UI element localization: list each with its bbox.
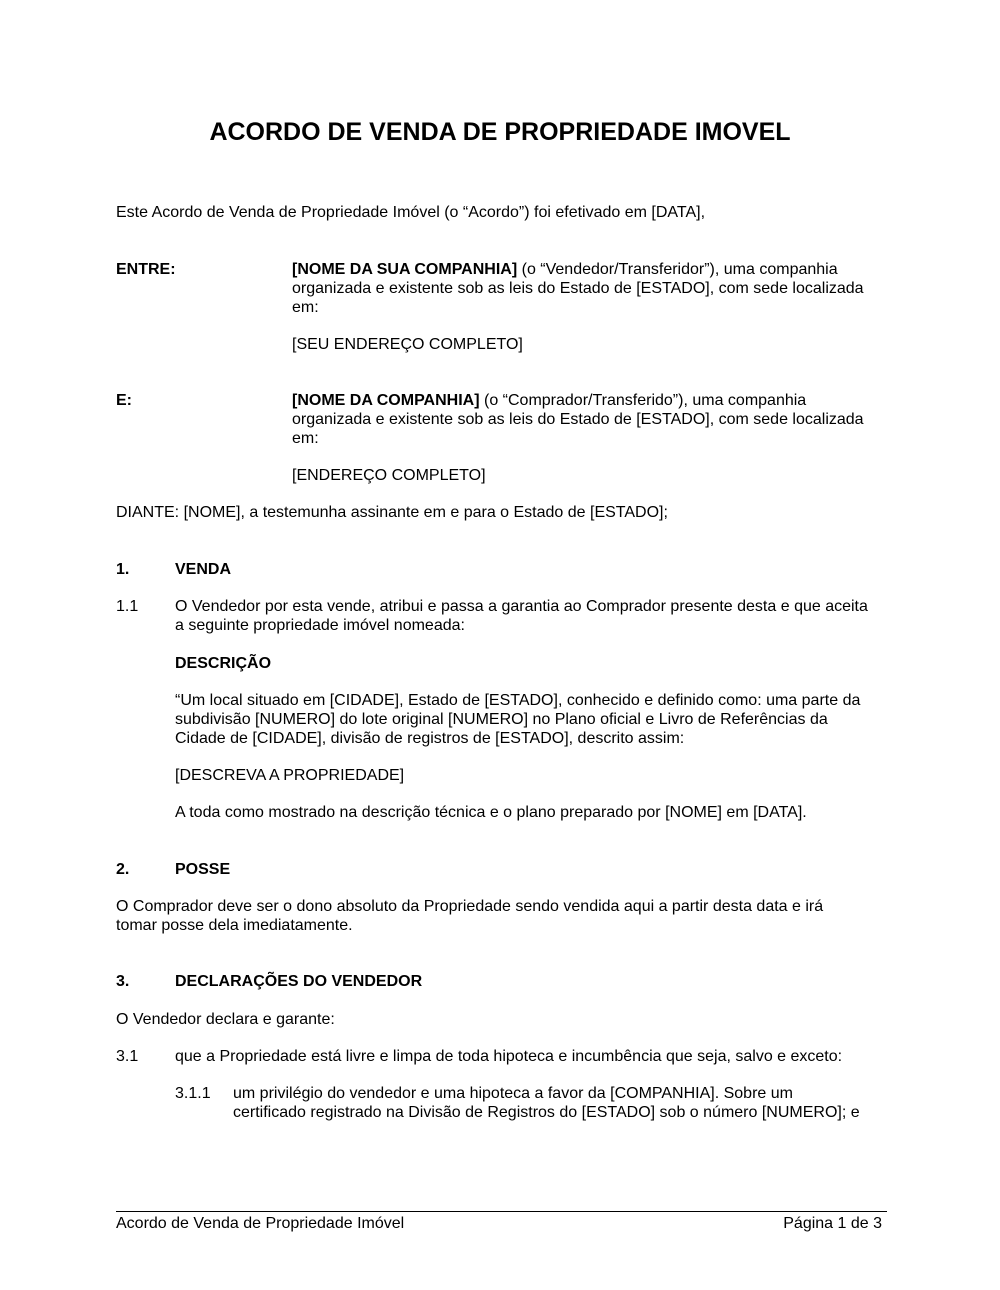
section3-number: 3.: [116, 973, 130, 990]
section3-heading: DECLARAÇÕES DO VENDEDOR: [175, 973, 423, 990]
description-quote-line1: “Um local situado em [CIDADE], Estado de [ESTADO], conhecido e definido como: uma parte da: [175, 692, 861, 709]
section1-heading: VENDA: [175, 561, 232, 578]
party2-desc-1: (o “Comprador/Transferido”), uma companhia: [479, 392, 807, 409]
party1-label: ENTRE:: [116, 261, 176, 278]
section3-intro: O Vendedor declara e garante:: [116, 1011, 335, 1028]
intro-paragraph: Este Acordo de Venda de Propriedade Imóvel (o “Acordo”) foi efetivado em [DATA],: [116, 204, 706, 221]
document-title: ACORDO DE VENDA DE PROPRIEDADE IMOVEL: [209, 118, 791, 146]
describe-property: [DESCREVA A PROPRIEDADE]: [175, 767, 405, 784]
clause-3-1-1-number: 3.1.1: [175, 1085, 211, 1102]
party1-line1: [292, 260, 838, 279]
footer-page-number: Página 1 de 3: [783, 1215, 882, 1232]
section1-number: 1.: [116, 561, 130, 578]
clause-3-1-1-line2: certificado registrado na Divisão de Registros do [ESTADO] sob o número [NUMERO]; e: [233, 1104, 860, 1121]
description-heading: DESCRIÇÃO: [175, 655, 272, 672]
party2-name: [NOME DA COMPANHIA]: [292, 392, 480, 409]
party2-desc-3: em:: [292, 430, 319, 447]
section2-heading: POSSE: [175, 861, 231, 878]
clause-3-1-1-line1: um privilégio do vendedor e uma hipoteca a favor da [COMPANHIA]. Sobre um: [233, 1085, 793, 1102]
party1-desc-3: em:: [292, 299, 319, 316]
party1-address: [SEU ENDEREÇO COMPLETO]: [292, 336, 523, 353]
party1-desc-2: organizada e existente sob as leis do Estado de [ESTADO], com sede localizada: [292, 280, 864, 297]
footer-divider: [116, 1211, 887, 1212]
description-quote-line2: subdivisão [NUMERO] do lote original [NUMERO] no Plano oficial e Livro de Referências da: [175, 711, 828, 728]
section2-line2: tomar posse dela imediatamente.: [116, 917, 353, 934]
witness-paragraph: DIANTE: [NOME], a testemunha assinante em e para o Estado de [ESTADO];: [116, 504, 668, 521]
party2-label: E:: [116, 392, 132, 409]
technical-description: A toda como mostrado na descrição técnica e o plano preparado por [NOME] em [DATA].: [175, 804, 807, 821]
party2-line1: [292, 391, 806, 410]
description-quote-line3: Cidade de [CIDADE], divisão de registros de [ESTADO], descrito assim:: [175, 730, 685, 747]
party1-name: [NOME DA SUA COMPANHIA]: [292, 261, 518, 278]
clause-3-1-number: 3.1: [116, 1048, 139, 1065]
party1-desc-1: (o “Vendedor/Transferidor”), uma companhia: [517, 261, 838, 278]
party2-desc-2: organizada e existente sob as leis do Estado de [ESTADO], com sede localizada: [292, 411, 864, 428]
clause-1-1-line1: O Vendedor por esta vende, atribui e passa a garantia ao Comprador presente desta e que aceita: [175, 598, 868, 615]
section2-number: 2.: [116, 861, 130, 878]
clause-1-1-line2: a seguinte propriedade imóvel nomeada:: [175, 617, 465, 634]
section2-line1: O Comprador deve ser o dono absoluto da Propriedade sendo vendida aqui a partir desta data e irá: [116, 898, 824, 915]
clause-1-1-number: 1.1: [116, 598, 139, 615]
party2-address: [ENDEREÇO COMPLETO]: [292, 467, 486, 484]
clause-3-1-text: que a Propriedade está livre e limpa de toda hipoteca e incumbência que seja, salvo e exceto:: [175, 1048, 843, 1065]
footer-document-name: Acordo de Venda de Propriedade Imóvel: [116, 1215, 405, 1232]
